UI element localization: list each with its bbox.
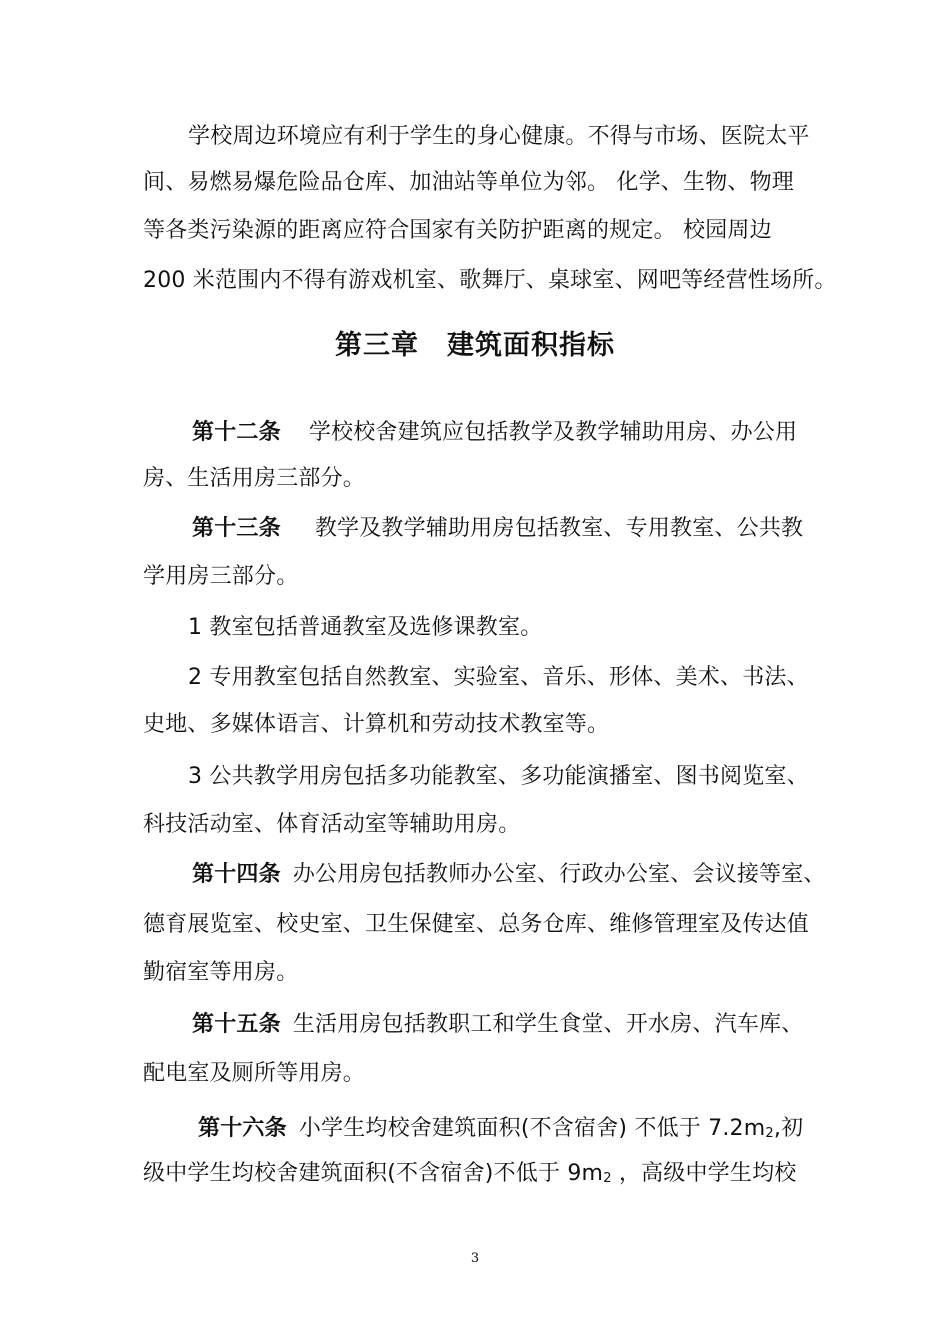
item-2-line-1: 2 专用教室包括自然教室、实验室、音乐、形体、美术、书法、 (188, 665, 809, 690)
article-12-heading: 第十二条 (192, 420, 281, 445)
article-12-line-2: 房、生活用房三部分。 (143, 466, 366, 491)
item-2-line-2: 史地、多媒体语言、计算机和劳动技术教室等。 (143, 712, 610, 737)
intro-line-4: 200 米范围内不得有游戏机室、歌舞厅、桌球室、网吧等经营性场所。 (143, 268, 837, 293)
article-15-heading: 第十五条 (192, 1012, 281, 1037)
article-16-line-2-text: 级中学生均校舍建筑面积(不含宿舍)不低于 9m (143, 1161, 604, 1186)
article-15-line-2: 配电室及厕所等用房。 (143, 1061, 366, 1086)
article-14-line-3: 勤宿室等用房。 (143, 960, 299, 985)
superscript-unit-2: 2 (603, 1171, 612, 1186)
article-13-text: 教学及教学辅助用房包括教室、专用教室、公共教 (314, 516, 804, 541)
article-13-heading: 第十三条 (192, 516, 281, 541)
article-12-line-1 (192, 418, 813, 448)
item-3-line-1: 3 公共教学用房包括多功能教室、多功能演播室、图书阅览室、 (188, 764, 809, 789)
page-number: 3 (470, 1251, 480, 1266)
superscript-unit: 2 (765, 1126, 774, 1141)
intro-line-1: 学校周边环境应有利于学生的身心健康。不得与市场、医院太平 (188, 124, 810, 149)
article-14-line-2: 德育展览室、校史室、卫生保健室、总务仓库、维修管理室及传达值 (143, 912, 810, 937)
article-15-line-1 (192, 1010, 813, 1040)
article-16-line-2-end: ，高级中学生均校 (611, 1161, 797, 1186)
item-3-line-2: 科技活动室、体育活动室等辅助用房。 (143, 812, 521, 837)
intro-line-2: 间、易燃易爆危险品仓库、加油站等单位为邻。 化学、生物、物理 (143, 170, 794, 195)
article-15-text: 生活用房包括教职工和学生食堂、开水房、汽车库、 (292, 1012, 804, 1037)
article-16-heading: 第十六条 (198, 1116, 287, 1141)
article-13-line-2: 学用房三部分。 (143, 564, 299, 589)
article-14-line-1 (192, 860, 826, 890)
article-12-text: 学校校舍建筑应包括教学及教学辅助用房、办公用 (308, 420, 798, 445)
article-13-line-1 (192, 514, 813, 544)
article-16-line-2 (143, 1159, 813, 1194)
article-16-text: 小学生均校舍建筑面积(不含宿舍) 不低于 7.2m (298, 1116, 766, 1141)
item-1: 1 教室包括普通教室及选修课教室。 (188, 615, 543, 640)
article-14-text: 办公用房包括教师办公室、行政办公室、会议接等室、 (292, 862, 826, 887)
chapter-heading (0, 328, 950, 364)
chapter-number: 第三章 (335, 330, 419, 361)
intro-line-3: 等各类污染源的距离应符合国家有关防护距离的规定。 校园周边 (143, 218, 772, 243)
chapter-title: 建筑面积指标 (447, 330, 615, 361)
article-16-text-end: ,初 (773, 1116, 804, 1141)
article-14-heading: 第十四条 (192, 862, 281, 887)
article-16-line-1 (198, 1114, 813, 1149)
